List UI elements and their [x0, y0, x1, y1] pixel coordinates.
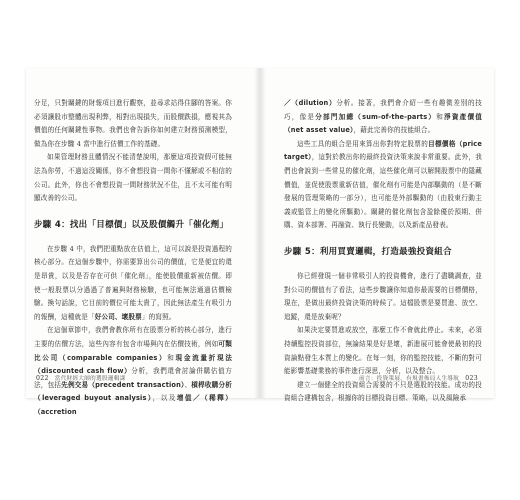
- dilution-term: ／（dilution）: [284, 99, 337, 107]
- right-paragraph-4: 如果決定要買進或放空，那麼工作不會就此停止。未來，必須持續監控投資部位，無論結果是好是壞，新進展可能會使最初的投資論點發生本質上的變化。在每一刻，你的監控技能，不斷的對可能影響基礎業務的事件進行深思，分析，以及整合。: [284, 326, 482, 376]
- lbo-term: 槓桿收購分析（leveraged buyout analysis）: [34, 380, 232, 403]
- right-paragraph-1: [284, 97, 482, 138]
- left-paragraph-4: [34, 324, 232, 419]
- left-paragraph-3: [34, 243, 232, 325]
- right-paragraph-1-and: 和: [436, 112, 445, 121]
- left-footer: [36, 374, 126, 382]
- left-paragraph-3-text: 在步驟 4 中，我們把重點放在估值上，這可以說是投資過程的核心部分。在這個步驟中，你需要算出公司的價值，它是便宜的還是昂貴，以及是否存在可供「催化劑」，能使股價重新被估價。即使一般股票以分過過了普遍與財務檢驗，也可能無法通過估價檢驗。換句話說，它目前的價位可能太貴了，因此無法產生有吸引力的報酬，這種就是「: [34, 244, 232, 321]
- left-page-body: [34, 97, 232, 419]
- right-page-body: [284, 97, 482, 406]
- step4-heading: 步驟 4：找出「目標價」以及股價觸升「催化劑」: [34, 219, 229, 230]
- right-running-title: 前言：投資策展，有規畫佈局人生導航: [359, 376, 460, 382]
- right-page-number: 023: [465, 375, 478, 382]
- right-page: [260, 68, 494, 403]
- comparable-companies-term: 可類比公司（comparable companies）: [34, 339, 232, 362]
- precedent-transaction-term: 先例交易（precedent transaction）: [61, 380, 185, 389]
- price-target-term: 目標價格（price target）: [284, 139, 482, 162]
- right-paragraph-1-end: ，藉此完善你的技能組合。: [353, 126, 435, 135]
- right-paragraph-2-text-2: ，這對於教出你的最終投資決策來說非常重要。此外，我們也會說到一些常見的催化劑，這些催化劑可以解開股票中的隱藏價值，並促使股票重新估值，催化劑有可能是內部驅動的（是不斷發展的管理策略的一部分），也可能是外部驅動的（由股東行動主義或監管上的變化所驅動）。關鍵的催化劑包含盈餘優於預期、併購、資本部署、再融資、執行長變動，以及新產品發表。: [284, 153, 482, 230]
- accretion-term: 增值／（稀釋）（accretion: [34, 394, 232, 416]
- left-paragraph-4-text-3: ，以及: [152, 394, 177, 403]
- right-paragraph-2-text: 這些工具的組合是用來算出你對特定股票的: [297, 139, 429, 148]
- right-paragraph-1-text: 分析。接著，我們會介紹一些有趣微差別的技巧，像是: [284, 99, 483, 121]
- left-page-number: 022: [36, 375, 49, 382]
- step5-heading: 步驟 5：利用買賣邏輯，打造最強投資組合: [284, 246, 452, 257]
- left-paragraph-3-end: 」的寫照。: [141, 312, 176, 321]
- right-paragraph-2: [284, 138, 482, 233]
- good-company-bad-stock-term: 好公司、壞股票: [94, 312, 142, 321]
- left-paragraph-4-sep: 、: [184, 380, 192, 389]
- right-footer: [359, 374, 478, 382]
- left-paragraph-2: 如果管理財務且體情況不能清楚說明，那麼這項投資假可能無法為你勞，不過這沒關係，你不會想投資一間你不懂解或不相信的公司。此外，你也不會想投資一間財務狀況不佳，且不太可能有明顯改善的公司。: [34, 153, 232, 203]
- left-page: [26, 68, 260, 416]
- sum-of-parts-term: 分部門加總（sum-of-the-parts）: [315, 112, 437, 121]
- book-spread: [26, 68, 494, 416]
- left-paragraph-4-text: 在這個章節中，我們會教你所有在股票分析的核心部分，進行主要的估價方法，這些內容有包含市場與內在估價技術，例如: [34, 326, 232, 348]
- left-paragraph-1: 分足，只對關鍵的財報項目進行觀察，並尋求站得住腳的答案。你必須讓股市整體出現利弊，相對出現損失，而股價跌損，應視其為價值的任何關鍵性事物。我們也會告訴你如何建立財務預測模型，做為你在步驟 4 當中進行估價工作的基礎。: [34, 99, 232, 148]
- right-paragraph-5: 建立一個健全的投資組合需要的不只是選股的技能。成功的投資組合建構包含，根據你的目標投資目標、策略，以及風險承: [284, 380, 482, 403]
- left-paragraph-4-and: 和: [167, 353, 176, 362]
- left-running-title: 當代財經大師的選股邏輯課: [54, 376, 126, 382]
- dcf-term: 現金流量折現法（discounted cash flow）: [34, 353, 232, 376]
- nav-term: 淨資產價值（net asset value）: [284, 112, 483, 135]
- left-paragraph-4-text-2: 分析，我們還會討論併購估值方法，包括: [34, 367, 232, 389]
- right-paragraph-3: 你已經發現一個非常吸引人的投資機會，進行了盡職調查，並對公司的價值有了看法，這些步驟讓你知道你最需要的目標價格，現在，是做出最終投資決策的時候了。這檔股票是要買進、放空、追蹤，還是放棄呢？: [284, 271, 482, 321]
